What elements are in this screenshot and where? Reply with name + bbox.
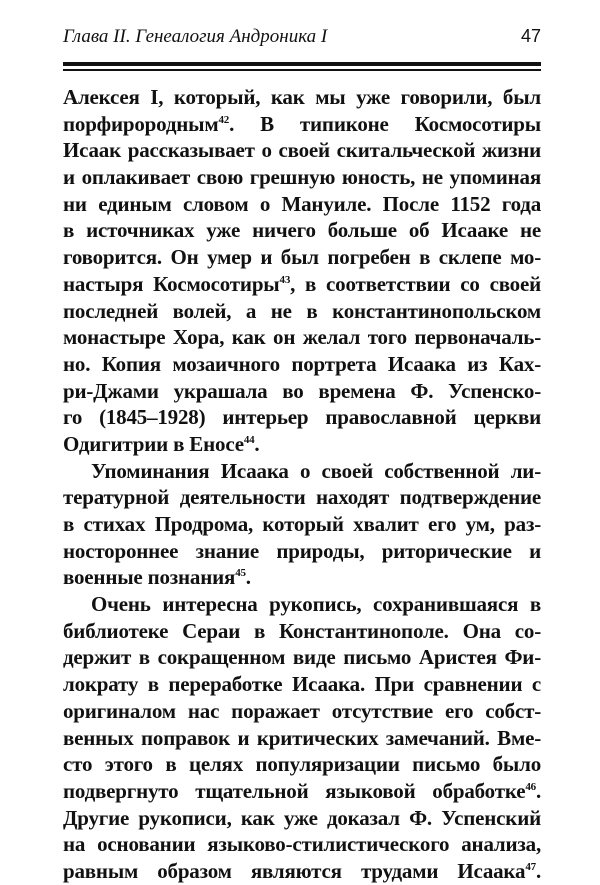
line-text: но. Копия мозаичного портрета Исаака из Ках-	[63, 351, 541, 376]
text-line	[63, 564, 541, 591]
line-text: лократу в переработке Исаака. При сравнении с	[63, 672, 541, 697]
footnote-ref: 47	[525, 860, 536, 873]
text-line	[63, 591, 541, 618]
line-text: равным образом являются трудами Исаака	[63, 858, 526, 883]
body-text	[63, 84, 541, 885]
line-text: библиотеке Сераи в Константинополе. Она со-	[63, 618, 541, 643]
text-line	[63, 404, 541, 431]
text-line	[63, 298, 541, 325]
text-line	[63, 84, 541, 111]
text-line	[63, 725, 541, 752]
line-text: Упоминания Исаака о своей собственной ли-	[91, 458, 541, 483]
line-text: ностороннее знание природы, риторические и	[63, 538, 541, 563]
text-line	[63, 164, 541, 191]
line-text: последней волей, а не в константинопольском	[63, 298, 541, 323]
header-rule-thin	[63, 69, 541, 71]
text-line	[63, 831, 541, 858]
chapter-title: Глава II. Генеалогия Андроника I	[63, 26, 328, 47]
text-line	[63, 698, 541, 725]
line-text: настыря Космосотиры	[63, 271, 280, 296]
text-line	[63, 431, 541, 458]
text-line	[63, 858, 541, 885]
text-line	[63, 644, 541, 671]
line-text: в стихах Продрома, который хвалит его ум, раз-	[63, 512, 541, 536]
line-text: Другие рукописи, как уже доказал Ф. Успенский	[63, 805, 541, 830]
text-line	[63, 751, 541, 778]
line-text: сто этого в целях популяризации письмо было	[63, 752, 541, 777]
line-text-after-footnote: .	[535, 858, 541, 883]
text-line	[63, 191, 541, 218]
line-text: на основании языково-стилистического анализа,	[63, 832, 541, 857]
line-text: держит в сокращенном виде письмо Аристея Фи-	[63, 645, 541, 670]
text-line	[63, 618, 541, 645]
text-line	[63, 805, 541, 832]
line-text: говорится. Он умер и был погребен в склепе мо-	[63, 245, 541, 270]
footnote-ref: 42	[218, 113, 230, 126]
footnote-ref: 44	[243, 433, 255, 446]
line-text: Одигитрии в Еносе	[63, 431, 244, 456]
line-text: Очень интересна рукопись, сохранившаяся в	[91, 592, 541, 617]
text-line	[63, 271, 541, 298]
text-line	[63, 137, 541, 164]
text-line	[63, 778, 541, 805]
text-line	[63, 671, 541, 698]
text-line	[63, 351, 541, 378]
text-line	[63, 378, 541, 405]
text-line	[63, 324, 541, 351]
line-text: военные познания	[63, 565, 236, 590]
line-text: го (1845–1928) интерьер православной церкви	[63, 405, 541, 430]
footnote-ref: 46	[525, 780, 536, 793]
text-line	[63, 217, 541, 244]
line-text: ни единым словом о Мануиле. После 1152 года	[63, 191, 541, 216]
text-line	[63, 458, 541, 485]
line-text: венных поправок и критических замечаний. Вме-	[63, 725, 541, 750]
text-line	[63, 511, 541, 538]
running-header	[63, 26, 541, 50]
line-text-after-footnote: .	[254, 431, 260, 456]
line-text-after-footnote: .	[245, 565, 251, 590]
page-number: 47	[520, 26, 541, 46]
line-text: подвергнуто тщательной языковой обработке	[63, 778, 526, 803]
text-line	[63, 484, 541, 511]
line-text-after-footnote: . В типиконе Космосотиры	[229, 111, 541, 136]
text-line	[63, 244, 541, 271]
line-text-after-footnote: , в соответствии со своей	[290, 271, 542, 296]
line-text: в источниках уже ничего больше об Исааке не	[63, 218, 541, 243]
line-text: и оплакивает свою грешную юность, не упоминая	[63, 165, 541, 190]
line-text: монастыре Хора, как он желал того первоначаль-	[63, 325, 541, 350]
text-line	[63, 111, 541, 138]
line-text: оригиналом нас поражает отсутствие его собст-	[63, 698, 541, 723]
line-text-after-footnote: .	[535, 778, 541, 803]
footnote-ref: 45	[235, 567, 246, 580]
footnote-ref: 43	[279, 273, 291, 286]
line-text: ри-Джами украшала во времена Ф. Успенско-	[63, 378, 541, 403]
header-rule-thick	[63, 62, 541, 66]
text-line	[63, 538, 541, 565]
line-text: Алексея I, который, как мы уже говорили, был	[63, 85, 541, 109]
line-text: порфирородным	[63, 111, 219, 136]
line-text: Исаак рассказывает о своей скитальческой жизни	[63, 138, 541, 163]
line-text: тературной деятельности находят подтверждение	[63, 485, 541, 510]
